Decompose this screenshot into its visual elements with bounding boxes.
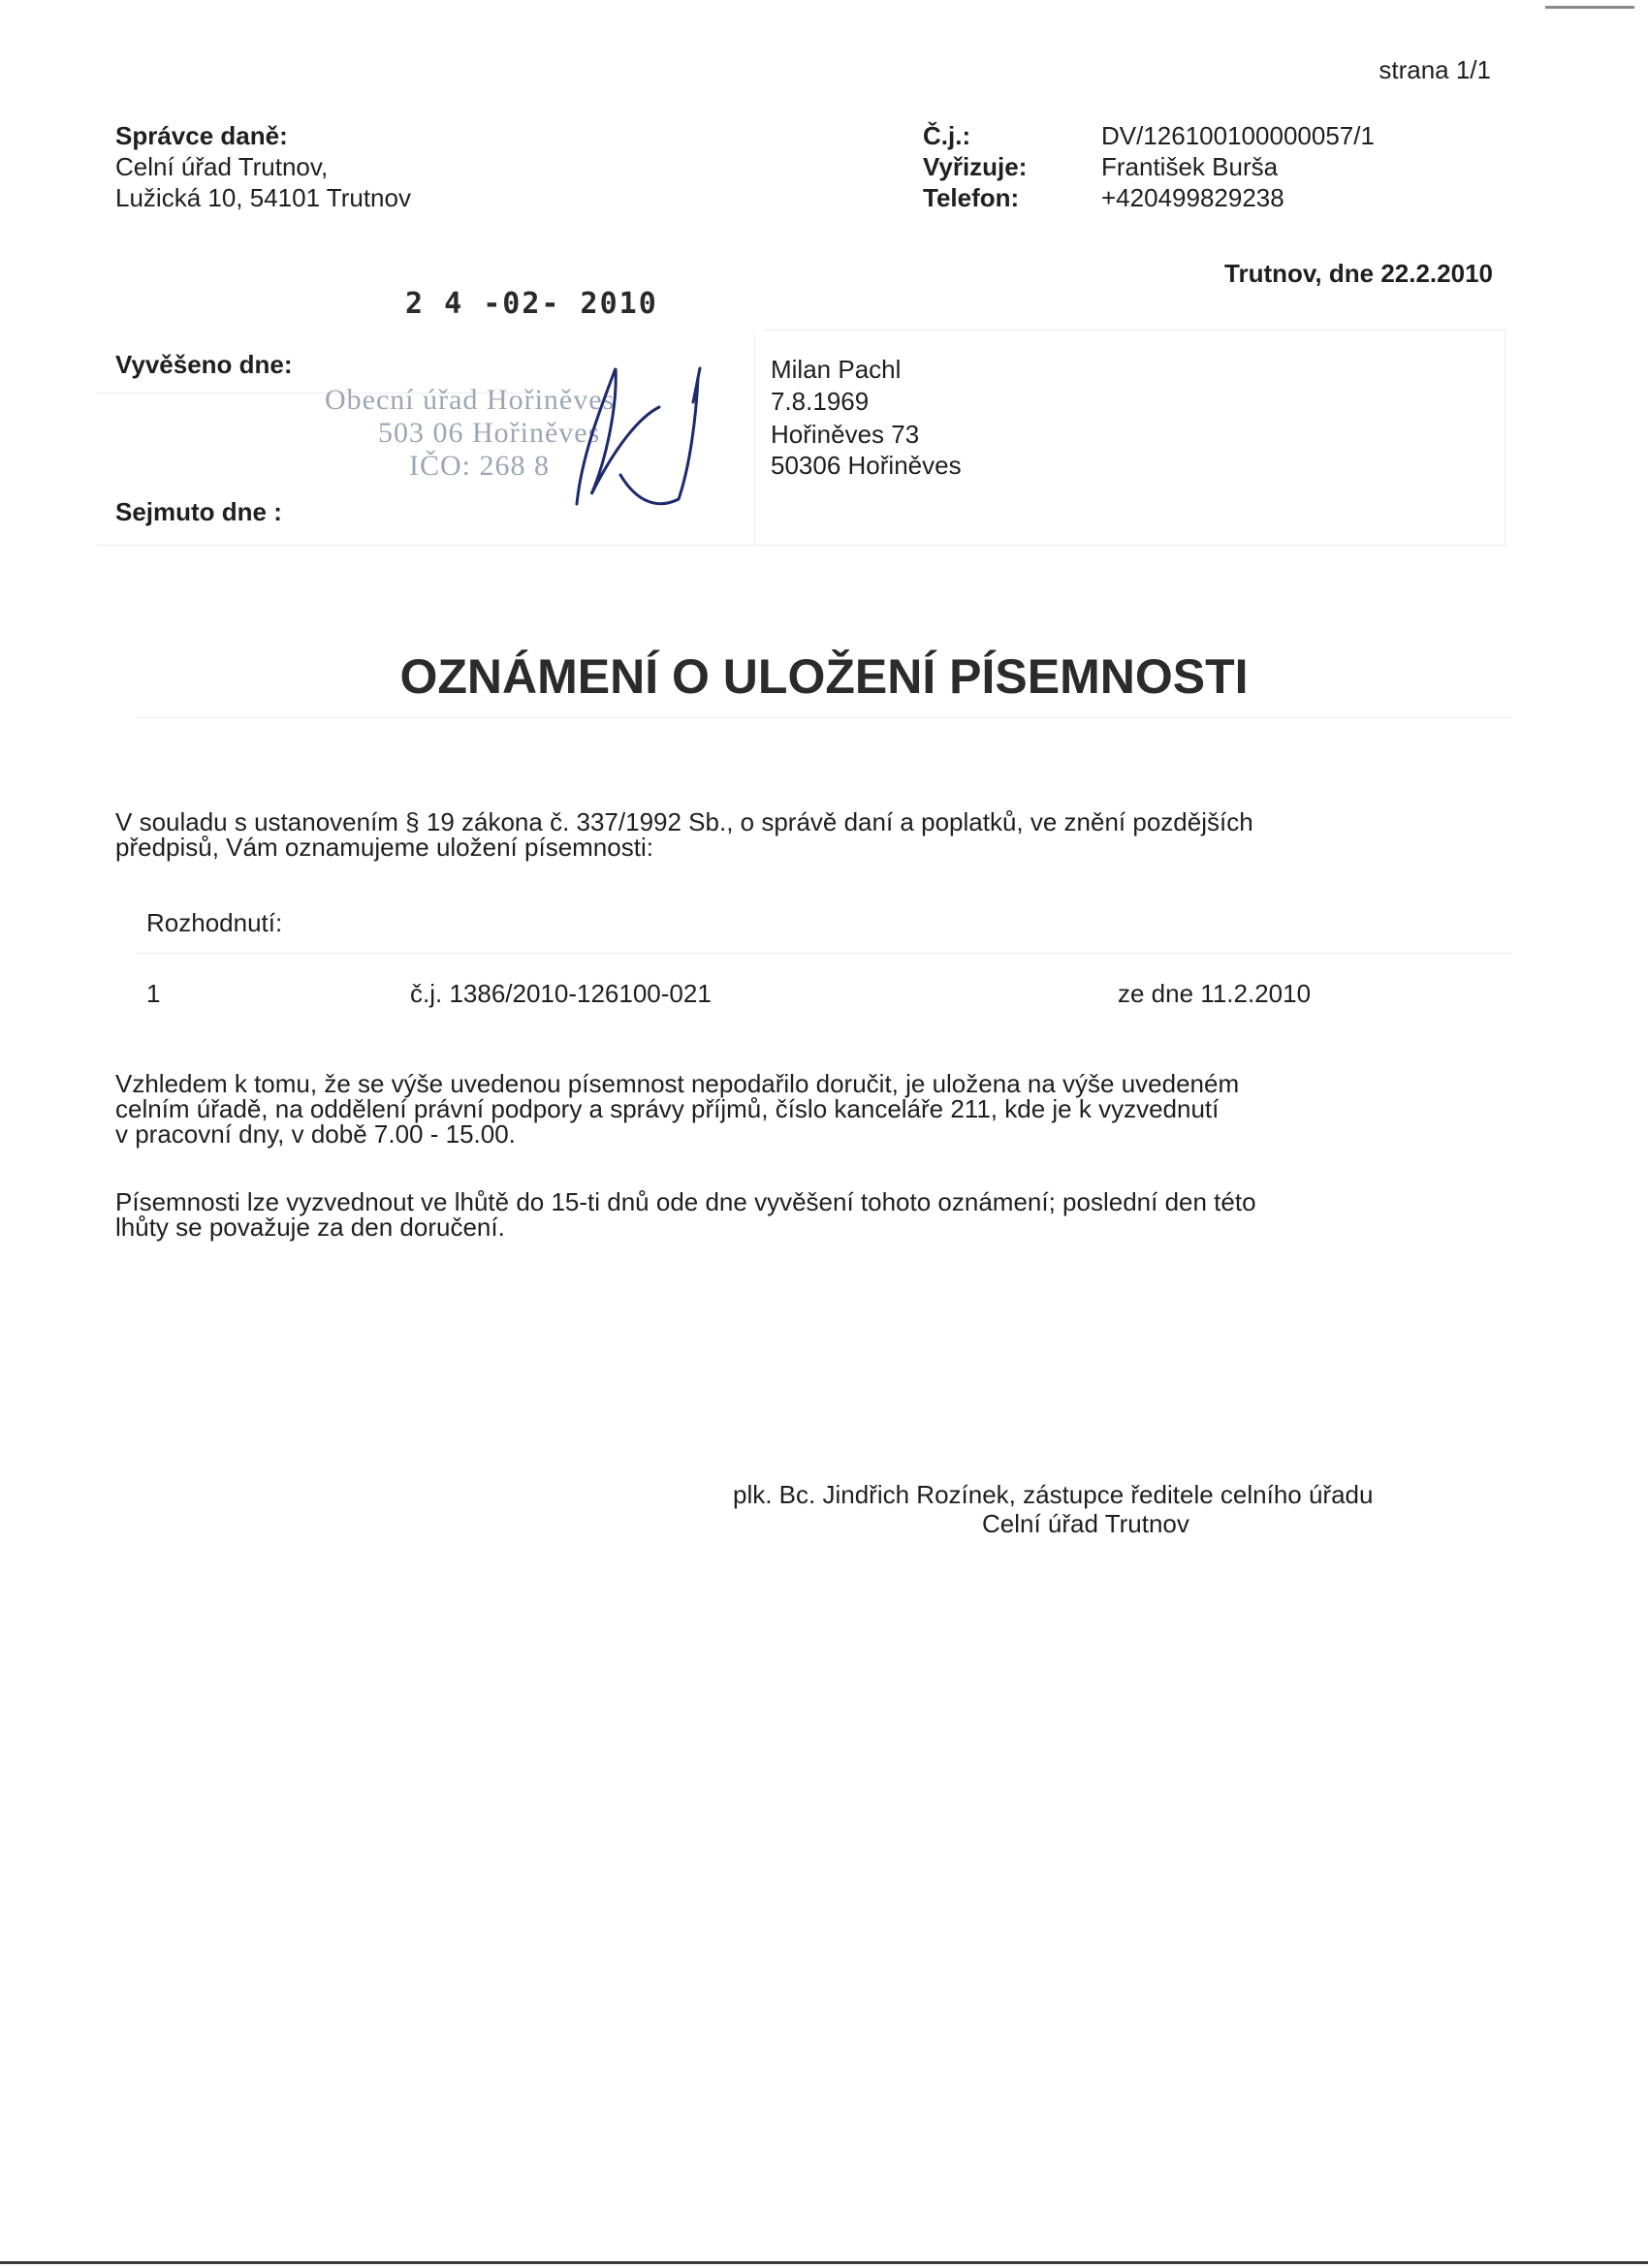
- decision-number: 1: [146, 979, 161, 1008]
- recipient-city: 50306 Hořiněves: [771, 451, 962, 480]
- phone-label: Telefon:: [923, 183, 1020, 212]
- recipient-birth-date: 7.8.1969: [771, 387, 870, 416]
- address-box-left: [754, 331, 755, 547]
- removed-label: Sejmuto dne :: [115, 497, 282, 526]
- reference-label: Č.j.:: [923, 121, 971, 150]
- form-rule-bottom: [97, 545, 1505, 546]
- handler-value: František Burša: [1101, 152, 1279, 181]
- tax-admin-name: Celní úřad Trutnov,: [115, 152, 329, 181]
- body1-line-2: celním úřadě, na oddělení právní podpory a správy příjmů, číslo kanceláře 211, kde je k vyzvednutí: [115, 1094, 1220, 1123]
- scan-edge-top: [1545, 6, 1634, 9]
- decision-reference: č.j. 1386/2010-126100-021: [410, 979, 712, 1008]
- phone-value: +420499829238: [1101, 183, 1284, 212]
- tax-admin-label: Správce daně:: [115, 121, 288, 150]
- page-number: strana 1/1: [1379, 55, 1491, 84]
- title-rule: [136, 717, 1512, 718]
- recipient-name: Milan Pachl: [771, 355, 902, 384]
- body2-line-2: lhůty se považuje za den doručení.: [115, 1213, 505, 1242]
- document-title: OZNÁMENÍ O ULOŽENÍ PÍSEMNOSTI: [399, 649, 1249, 704]
- scan-edge-bottom: [0, 2261, 1648, 2264]
- posted-date-stamp: 2 4 -02- 2010: [405, 287, 658, 321]
- intro-line-2: předpisů, Vám oznamujeme uložení písemnosti:: [115, 833, 653, 862]
- decision-date: ze dne 11.2.2010: [1118, 979, 1312, 1008]
- body1-line-1: Vzhledem k tomu, že se výše uvedenou písemnost nepodařilo doručit, je uložena na výše uvedeném: [115, 1069, 1240, 1098]
- intro-line-1: V souladu s ustanovením § 19 zákona č. 337/1992 Sb., o správě daní a poplatků, ve znění pozdějších: [115, 807, 1253, 836]
- decision-rule: [136, 953, 1512, 954]
- posted-label: Vyvěšeno dne:: [115, 350, 293, 379]
- signatory-name: plk. Bc. Jindřich Rozínek, zástupce ředitele celního úřadu: [733, 1480, 1374, 1509]
- office-stamp-line3: IČO: 268 8: [409, 450, 550, 482]
- body1-line-3: v pracovní dny, v době 7.00 - 15.00.: [115, 1119, 516, 1149]
- office-stamp-line1: Obecní úřad Hořiněves: [325, 384, 616, 416]
- place-date: Trutnov, dne 22.2.2010: [1224, 259, 1493, 288]
- decision-label: Rozhodnutí:: [146, 908, 283, 937]
- handler-label: Vyřizuje:: [923, 152, 1028, 181]
- office-stamp-line2: 503 06 Hořiněves: [378, 417, 601, 449]
- signatory-office: Celní úřad Trutnov: [982, 1509, 1189, 1538]
- stamp-signature: [523, 349, 717, 514]
- recipient-street: Hořiněves 73: [771, 420, 920, 449]
- header-rule: [764, 330, 1505, 331]
- tax-admin-address: Lužická 10, 54101 Trutnov: [115, 183, 411, 212]
- reference-value: DV/126100100000057/1: [1101, 121, 1375, 150]
- body2-line-1: Písemnosti lze vyzvednout ve lhůtě do 15-ti dnů ode dne vyvěšení tohoto oznámení; poslední den této: [115, 1187, 1256, 1216]
